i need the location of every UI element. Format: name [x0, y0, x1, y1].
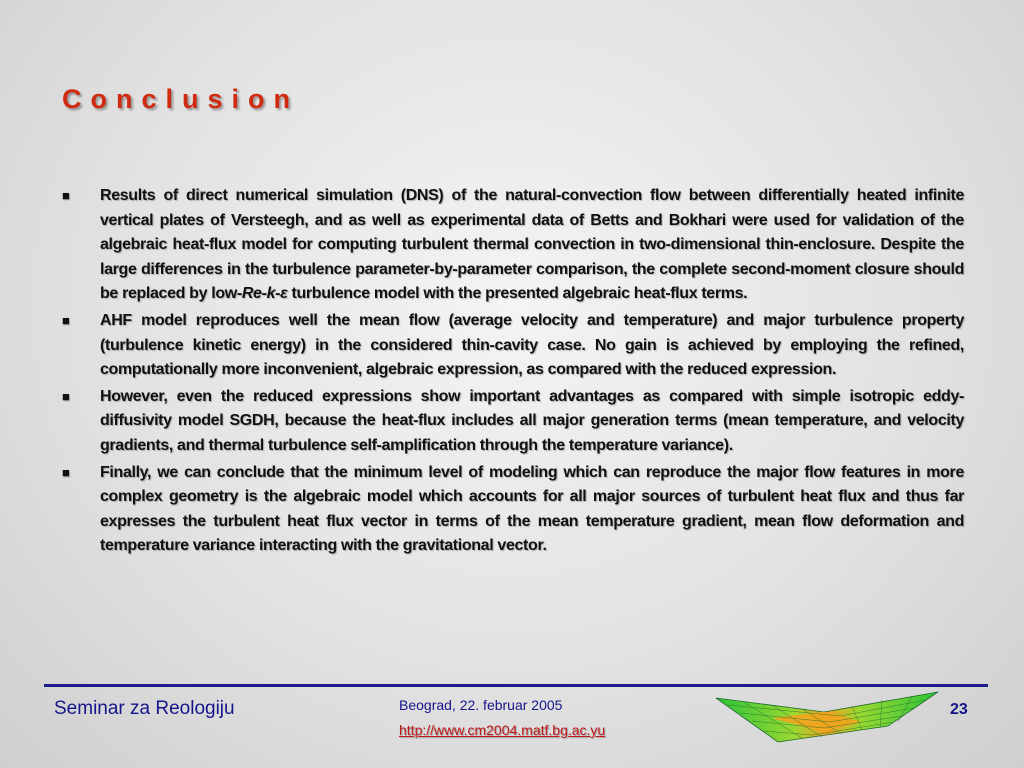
- bullet-item: [60, 309, 964, 383]
- bullet-italic-term: Re-k-ε: [241, 285, 288, 303]
- bullet-text: AHF model reproduces well the mean flow (average velocity and temperature) and major turbulence property (turbulence kinetic energy) in the considered thin-cavity case. No gain is achieved by employing the refined, computationally more inconvenient, algebraic expression, as compared with the reduced expression.: [100, 311, 964, 379]
- bullet-list: [60, 184, 964, 561]
- bullet-text: Results of direct numerical simulation (DNS) of the natural-convection flow between differentially heated infinite vertical plates of Versteegh, and as well as experimental data of Betts and Bokhari were used for validation of the algebraic heat-flux model for computing turbulent thermal convection in two-dimensional thin-enclosure. Despite the large differences in the turbulence parameter-by-parameter comparison, the complete second-moment closure should be replaced by low-: [100, 187, 964, 303]
- square-bullet-icon: ■: [62, 388, 70, 404]
- footer-divider: [44, 684, 988, 687]
- square-bullet-icon: ■: [62, 464, 70, 480]
- surface-mesh-icon: [712, 688, 942, 746]
- footer-url-link[interactable]: http://www.cm2004.matf.bg.ac.yu: [399, 722, 606, 738]
- square-bullet-icon: ■: [62, 312, 70, 328]
- bullet-item: [60, 385, 964, 459]
- slide-title: Conclusion: [62, 84, 299, 114]
- bullet-text: Finally, we can conclude that the minimum level of modeling which can reproduce the major flow features in more complex geometry is the algebraic model which accounts for all major sources of turbulent heat flux and thus far expresses the turbulent heat flux vector in terms of the mean temperature gradient, mean flow deformation and temperature variance interacting with the gravitational vector.: [100, 463, 964, 555]
- square-bullet-icon: ■: [62, 188, 70, 203]
- bullet-text-after: turbulence model with the presented algebraic heat-flux terms.: [287, 285, 748, 303]
- bullet-text: However, even the reduced expressions show important advantages as compared with simple isotropic eddy-diffusivity model SGDH, because the heat-flux includes all major generation terms (mean temperature, and velocity gradients, and thermal turbulence self-amplification through the temperature variance).: [100, 387, 964, 454]
- footer-date: Beograd, 22. februar 2005: [399, 697, 563, 713]
- page-number: 23: [950, 701, 968, 718]
- bullet-item: [60, 461, 964, 559]
- footer-seminar-label: Seminar za Reologiju: [54, 698, 235, 719]
- bullet-item: [60, 184, 964, 307]
